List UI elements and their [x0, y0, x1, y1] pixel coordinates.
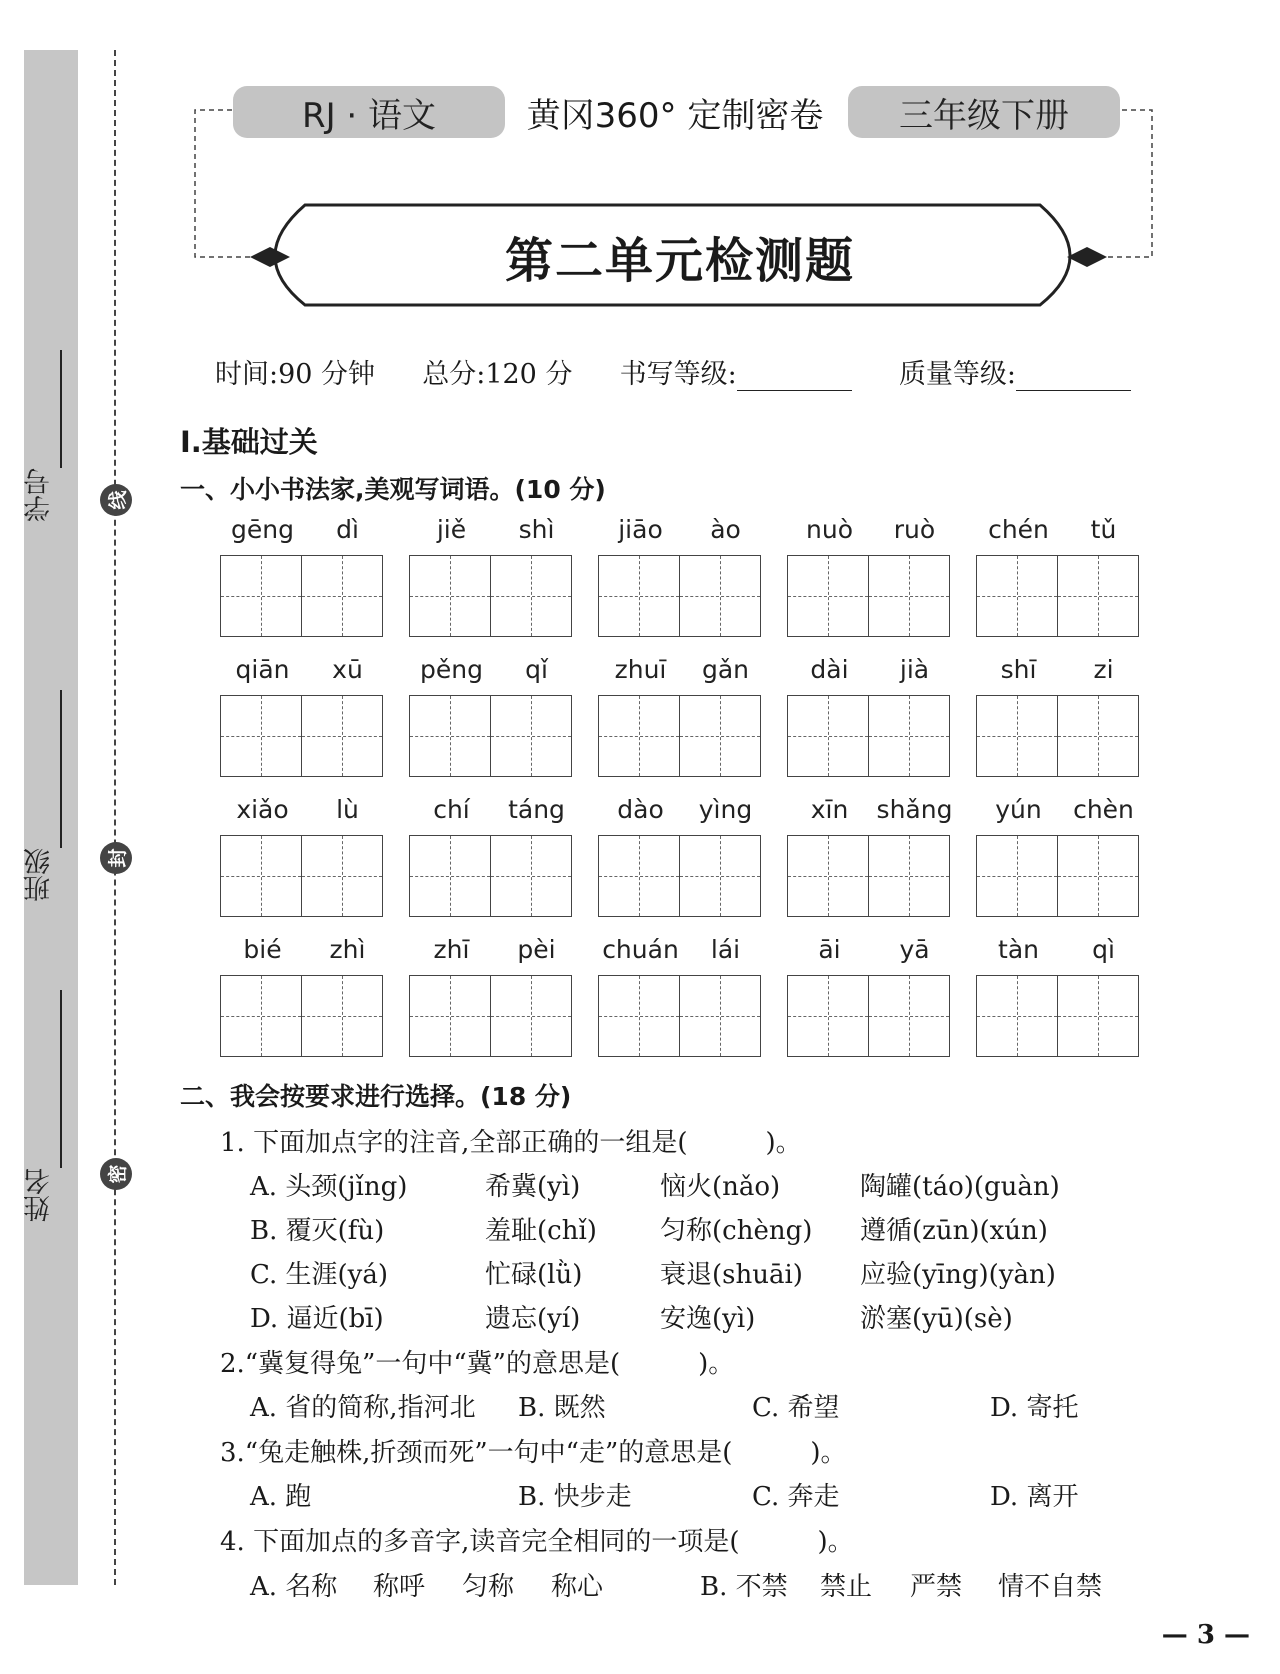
word-cell[interactable]: zhī pèi [409, 935, 579, 1057]
item-4-option: 称心 [551, 1572, 604, 1602]
class-label: 班级 [24, 848, 55, 902]
word-cell[interactable]: dào yìng [598, 795, 768, 917]
word-cell[interactable]: pěng qǐ [409, 655, 579, 777]
word-cell[interactable]: chén tǔ [976, 515, 1146, 637]
item-1-option: 羞耻(chǐ) [485, 1216, 597, 1246]
item-1-option: 忙碌(lǜ) [485, 1260, 583, 1290]
class-blank [60, 690, 62, 848]
word-cell[interactable]: shī zi [976, 655, 1146, 777]
word-cell[interactable]: xīn shǎng [787, 795, 957, 917]
item-4-option: 禁止 [820, 1572, 873, 1602]
name-label: 姓名 [24, 1168, 55, 1222]
word-cell[interactable]: jiě shì [409, 515, 579, 637]
score-info: 总分:120 分 [422, 359, 573, 390]
item-1-option-a: A. 头颈(jǐng) [250, 1172, 408, 1202]
item-1-option: 安逸(yì) [660, 1304, 756, 1334]
item-2-option-b: B. 既然 [518, 1393, 606, 1423]
question-1-title: 一、小小书法家,美观写词语。(10 分) [180, 475, 606, 504]
item-1-option: 遗忘(yí) [485, 1304, 581, 1334]
seal-secret-mark: 密 [100, 1158, 132, 1190]
word-cell[interactable]: tàn qì [976, 935, 1146, 1057]
item-3-option-b: B. 快步走 [518, 1482, 632, 1512]
student-id-blank [60, 350, 62, 468]
word-cell[interactable]: gēng dì [220, 515, 390, 637]
word-cell[interactable]: chuán lái [598, 935, 768, 1057]
item-4-option: 称呼 [373, 1572, 426, 1602]
word-cell[interactable]: jiāo ào [598, 515, 768, 637]
item-1-option: 陶罐(táo)(guàn) [860, 1172, 1060, 1202]
item-1-option-c: C. 生涯(yá) [250, 1260, 388, 1290]
item-1-option: 应验(yīng)(yàn) [860, 1260, 1056, 1290]
item-3-option-d: D. 离开 [990, 1482, 1079, 1512]
item-2-option-c: C. 希望 [752, 1393, 840, 1423]
item-4-option: 匀称 [462, 1572, 515, 1602]
item-1-stem: 1. 下面加点字的注音,全部正确的一组是( )。 [220, 1128, 802, 1158]
item-3-option-a: A. 跑 [250, 1482, 312, 1512]
item-1-option: 淤塞(yū)(sè) [860, 1304, 1013, 1334]
item-4-option: 严禁 [910, 1572, 963, 1602]
item-2-stem: 2.“冀复得兔”一句中“冀”的意思是( )。 [220, 1349, 735, 1379]
item-1-option-d: D. 逼近(bī) [250, 1304, 384, 1334]
time-info: 时间:90 分钟 [215, 359, 376, 390]
quality-grade-label: 质量等级: [898, 359, 1017, 390]
series-title: 黄冈360° 定制密卷 [526, 95, 824, 136]
item-1-option: 匀称(chèng) [660, 1216, 813, 1246]
word-cell[interactable]: āi yā [787, 935, 957, 1057]
grade-tag: 三年级下册 [848, 86, 1120, 138]
quality-grade-blank[interactable] [1016, 360, 1131, 391]
item-1-option: 遵循(zūn)(xún) [860, 1216, 1048, 1246]
word-cell[interactable]: yún chèn [976, 795, 1146, 917]
word-cell[interactable]: xiǎo lù [220, 795, 390, 917]
writing-grade-label: 书写等级: [619, 359, 737, 390]
name-blank [60, 990, 62, 1168]
word-cell[interactable]: nuò ruò [787, 515, 957, 637]
word-cell[interactable]: bié zhì [220, 935, 390, 1057]
seal-line-mark: 线 [100, 484, 132, 516]
exam-info [215, 352, 1131, 391]
page-title: 第二单元检测题 [504, 232, 855, 289]
word-cell[interactable]: dài jià [787, 655, 957, 777]
writing-grade-blank[interactable] [737, 360, 852, 391]
item-1-option-b: B. 覆灭(fù) [250, 1216, 385, 1246]
student-id-label: 学号 [24, 468, 55, 522]
item-4-option-a: A. 名称 [250, 1572, 338, 1602]
item-1-option: 恼火(nǎo) [660, 1172, 781, 1202]
question-2-title: 二、我会按要求进行选择。(18 分) [180, 1082, 572, 1111]
page-number: — 3 — [1161, 1620, 1250, 1650]
item-1-option: 希冀(yì) [485, 1172, 581, 1202]
item-2-option-d: D. 寄托 [990, 1393, 1079, 1423]
word-cell[interactable]: qiān xū [220, 655, 390, 777]
item-3-stem: 3.“兔走触株,折颈而死”一句中“走”的意思是( )。 [220, 1438, 847, 1468]
item-3-option-c: C. 奔走 [752, 1482, 840, 1512]
item-1-option: 衰退(shuāi) [660, 1260, 803, 1290]
subject-tag: RJ · 语文 [233, 86, 505, 138]
word-cell[interactable]: chí táng [409, 795, 579, 917]
item-4-stem: 4. 下面加点的多音字,读音完全相同的一项是( )。 [220, 1527, 854, 1557]
item-2-option-a: A. 省的简称,指河北 [250, 1393, 476, 1423]
seal-seal-mark: 封 [100, 842, 132, 874]
word-cell[interactable]: zhuī gǎn [598, 655, 768, 777]
item-4-option-b: B. 不禁 [700, 1572, 788, 1602]
section-heading: Ⅰ.基础过关 [180, 425, 318, 459]
item-4-option: 情不自禁 [998, 1572, 1103, 1602]
